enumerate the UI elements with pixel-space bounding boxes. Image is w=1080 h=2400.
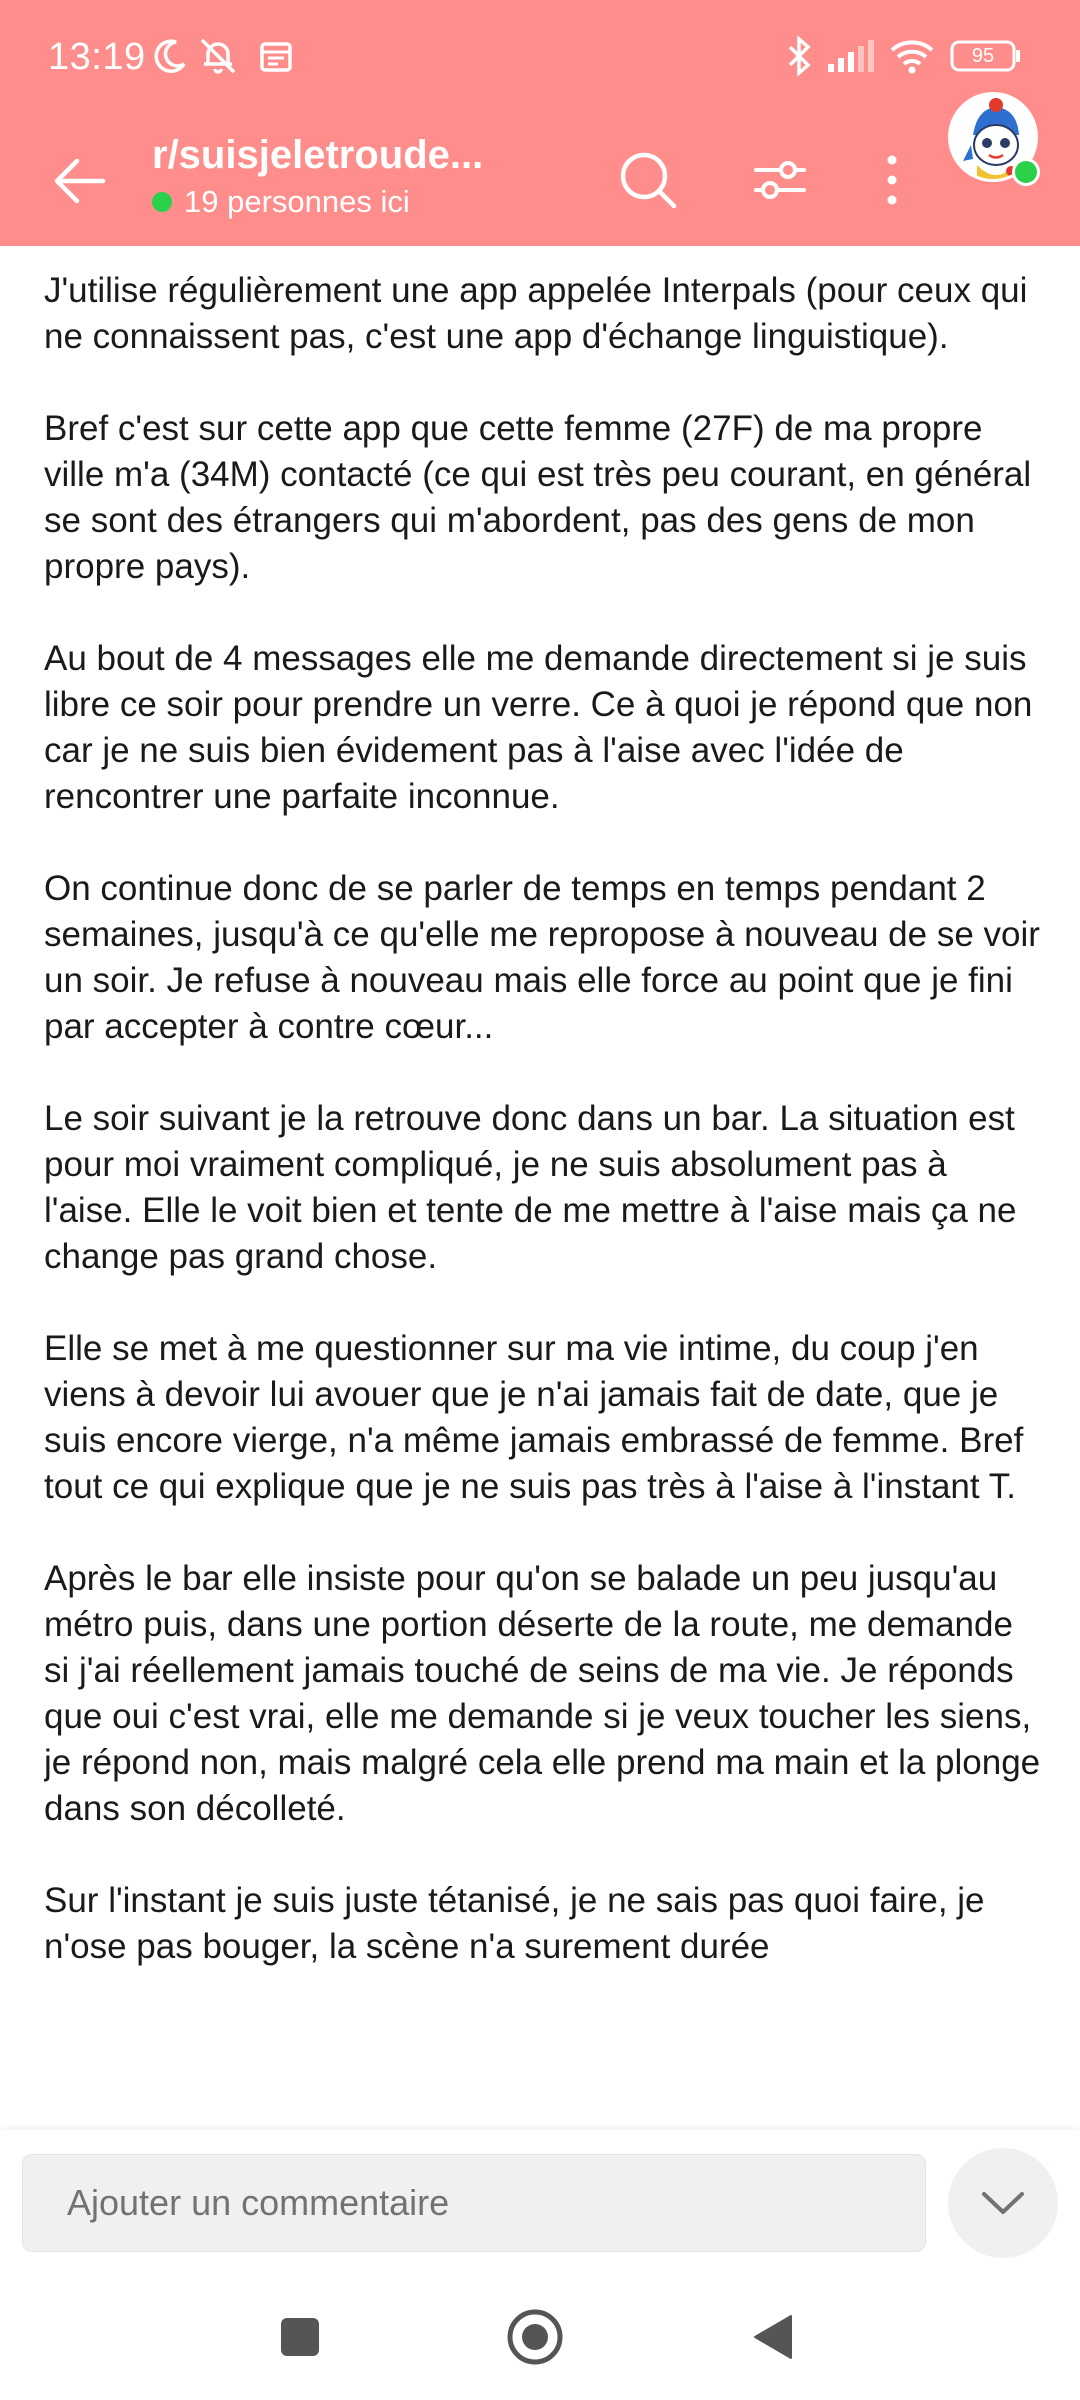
- recents-button[interactable]: [265, 2302, 335, 2372]
- recents-square-icon: [279, 2316, 321, 2358]
- comment-input[interactable]: Ajouter un commentaire: [22, 2154, 926, 2252]
- user-avatar-button[interactable]: [948, 92, 1038, 182]
- post-paragraph: Elle se met à me questionner sur ma vie intime, du coup j'en viens à devoir lui avouer que je n'ai jamais fait de date, que je suis encore vierge, n'a même jamais embrassé de femme. Bref tout ce qui explique que je ne suis pas très à l'aise à l'instant T.: [44, 1329, 1024, 1506]
- calendar-icon: [258, 34, 294, 78]
- post-body: [44, 268, 1044, 2130]
- more-vertical-icon: [882, 150, 902, 210]
- post-paragraph: Bref c'est sur cette app que cette femme (27F) de ma propre ville m'a (34M) contacté (ce qui est très peu courant, en général se sont des étrangers qui m'abordent, pas des gens de mon propre pays).: [44, 409, 1032, 586]
- search-button[interactable]: [608, 140, 688, 220]
- system-nav-bar: [0, 2260, 1080, 2400]
- back-nav-button[interactable]: [738, 2302, 808, 2372]
- more-options-button[interactable]: [852, 140, 932, 220]
- comment-bar: [0, 2130, 1080, 2260]
- online-dot-icon: [152, 192, 172, 212]
- online-indicator: [152, 182, 622, 222]
- post-paragraph: Le soir suivant je la retrouve donc dans un bar. La situation est pour moi vraiment compliqué, je ne suis absolument pas à l'aise. Elle le voit bien et tente de me mettre à l'aise mais ça ne change pas grand chose.: [44, 1099, 1017, 1276]
- subreddit-title: r/suisjeletroude...: [152, 133, 484, 177]
- avatar-online-status: [1012, 158, 1040, 186]
- post-paragraph: Au bout de 4 messages elle me demande directement si je suis libre ce soir pour prendre un verre. Ce à quoi je répond que non car je ne suis bien évidement pas à l'aise avec l'idée de rencontrer une parfaite inconnue.: [44, 639, 1033, 816]
- back-arrow-icon: [49, 151, 109, 211]
- filter-sliders-icon: [750, 150, 810, 210]
- scroll-down-button[interactable]: [948, 2148, 1058, 2258]
- signal-icon: [826, 34, 876, 78]
- battery-level: 95: [971, 45, 995, 67]
- status-time: 13:19: [48, 36, 146, 78]
- moon-icon: [150, 34, 190, 78]
- post-paragraph: Sur l'instant je suis juste tétanisé, je ne sais pas quoi faire, je n'ose pas bouger, la scène n'a surement durée: [44, 1881, 985, 1966]
- battery-icon: [950, 34, 1022, 78]
- status-bar: [0, 0, 1080, 118]
- back-triangle-icon: [751, 2312, 795, 2362]
- chevron-down-icon: [980, 2188, 1026, 2218]
- wifi-icon: [888, 34, 936, 78]
- online-count: 19 personnes ici: [184, 184, 410, 219]
- post-paragraph: On continue donc de se parler de temps en temps pendant 2 semaines, jusqu'à ce qu'elle me repropose à nouveau de se voir un soir. Je refuse à nouveau mais elle force au point que je fini par accepter à contre cœur...: [44, 869, 1040, 1046]
- filter-button[interactable]: [740, 140, 820, 220]
- bluetooth-icon: [784, 34, 814, 78]
- notifications-off-icon: [196, 34, 240, 78]
- subreddit-info[interactable]: [152, 128, 622, 222]
- search-icon: [617, 149, 679, 211]
- post-paragraph: J'utilise régulièrement une app appelée Interpals (pour ceux qui ne connaissent pas, c'est une app d'échange linguistique).: [44, 271, 1028, 356]
- app-header: [0, 118, 1080, 246]
- post-paragraph: Après le bar elle insiste pour qu'on se balade un peu jusqu'au métro puis, dans une portion déserte de la route, me demande si j'ai réellement jamais touché de seins de ma vie. Je réponds que oui c'est vrai, elle me demande si je veux toucher les siens, je répond non, mais malgré cela elle prend ma main et la plonge dans son décolleté.: [44, 1559, 1041, 1828]
- back-button[interactable]: [44, 146, 114, 216]
- home-circle-icon: [505, 2307, 565, 2367]
- home-button[interactable]: [500, 2302, 570, 2372]
